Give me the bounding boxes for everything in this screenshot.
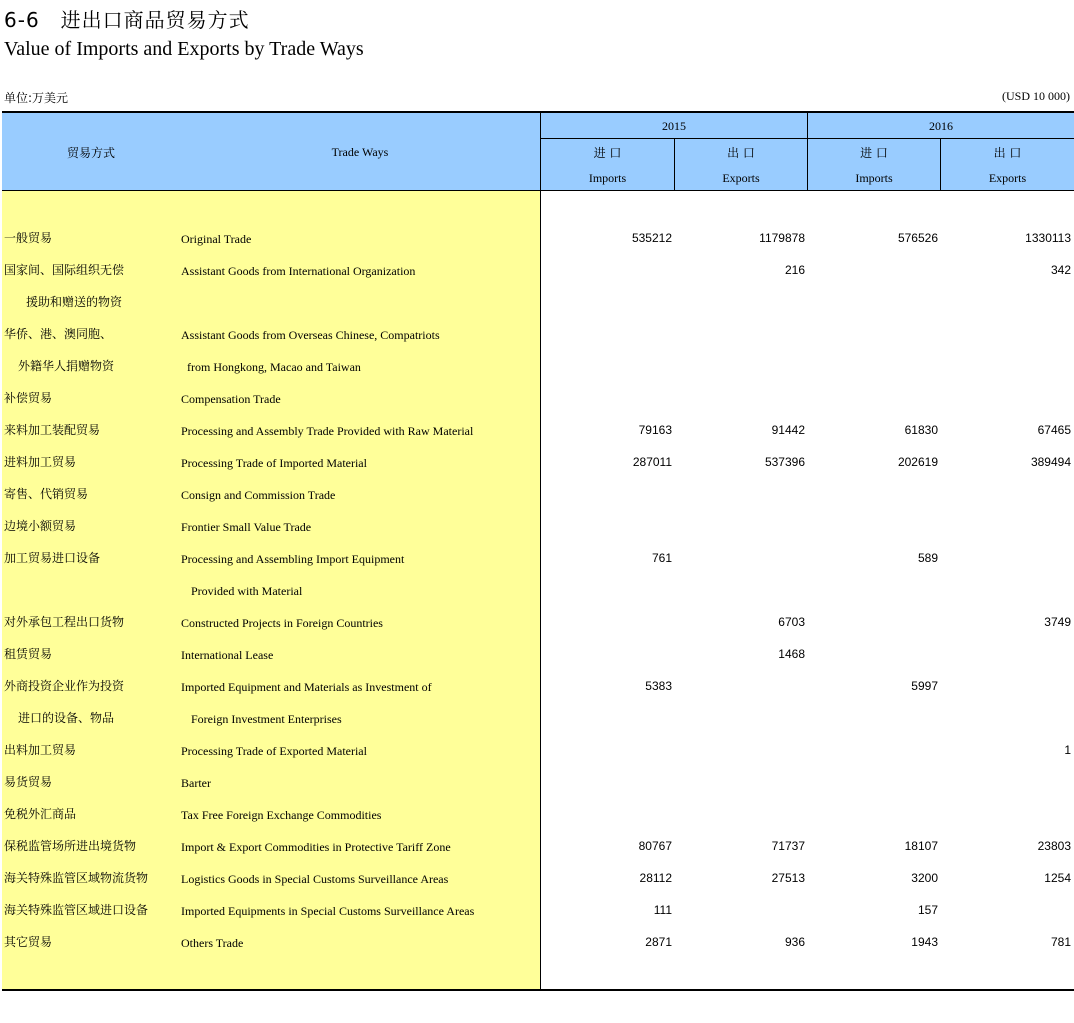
table-row [0, 807, 1074, 839]
value-2015-exports: 91442 [771, 423, 805, 437]
table-row [0, 839, 1074, 871]
row-label-en: Compensation Trade [181, 392, 281, 406]
value-2015-imports: 287011 [632, 455, 672, 469]
row-label-en: International Lease [181, 648, 274, 662]
value-2016-exports: 1330113 [1025, 231, 1071, 245]
row-label-cn: 出料加工贸易 [4, 743, 77, 757]
table-row [0, 615, 1074, 647]
table-row [0, 327, 1074, 359]
row-label-en: Import & Export Commodities in Protective Tariff Zone [181, 840, 451, 854]
row-label-en: Frontier Small Value Trade [181, 520, 312, 534]
table-row [0, 551, 1074, 583]
value-2015-exports: 1179878 [759, 231, 805, 245]
header-imports-cn-2016: 进 口 [860, 146, 888, 160]
value-2015-imports: 535212 [631, 231, 672, 245]
header-year-2015: 2015 [662, 119, 686, 133]
value-2015-exports: 216 [784, 263, 805, 277]
value-2015-imports: 28112 [639, 871, 672, 885]
row-label-en: Processing and Assembly Trade Provided with Raw Material [181, 424, 474, 438]
value-2016-imports: 157 [917, 903, 938, 917]
table-row [0, 263, 1074, 295]
row-label-cn: 边境小额贸易 [4, 519, 77, 533]
header-imports-en-2016: Imports [855, 171, 893, 185]
value-2015-exports: 6703 [778, 615, 805, 629]
value-2016-imports: 18107 [904, 839, 938, 853]
value-2016-exports: 23803 [1037, 839, 1071, 853]
row-label-en: Constructed Projects in Foreign Countries [181, 616, 383, 630]
row-label-en: Assistant Goods from International Organization [181, 264, 416, 278]
value-2015-exports: 27513 [771, 871, 805, 885]
value-2016-imports: 1943 [911, 935, 938, 949]
row-label-cn: 进口的设备、物品 [18, 711, 115, 725]
table-row [0, 455, 1074, 487]
row-label-en: Tax Free Foreign Exchange Commodities [181, 808, 382, 822]
table-row [0, 295, 1074, 327]
row-label-cn: 海关特殊监管区域进口设备 [4, 903, 149, 917]
row-label-en: Processing Trade of Exported Material [181, 744, 367, 758]
page-title-en: Value of Imports and Exports by Trade Ways [4, 38, 364, 60]
header-exports-en-2016: Exports [988, 171, 1027, 185]
row-label-cn: 易货贸易 [4, 775, 53, 789]
unit-label-en: (USD 10 000) [1002, 89, 1070, 103]
value-2015-imports: 111 [653, 903, 672, 917]
value-2016-exports: 3749 [1044, 615, 1071, 629]
row-label-en: Original Trade [181, 232, 252, 246]
row-label-cn: 免税外汇商品 [4, 807, 77, 821]
unit-label-cn: 单位:万美元 [4, 91, 69, 105]
value-2015-imports: 2871 [645, 935, 672, 949]
table-row [0, 231, 1074, 263]
row-label-cn: 进料加工贸易 [4, 455, 77, 469]
value-2016-exports: 67465 [1037, 423, 1071, 437]
value-2016-imports: 576526 [897, 231, 938, 245]
header-trade-ways-en: Trade Ways [331, 145, 389, 159]
page-title-cn: 6-6 进出口商品贸易方式 [4, 8, 250, 32]
row-label-cn: 外籍华人捐赠物资 [18, 359, 115, 373]
row-label-en: Consign and Commission Trade [181, 488, 336, 502]
row-label-cn: 对外承包工程出口货物 [4, 615, 125, 629]
header-imports-cn-2015: 进 口 [593, 146, 622, 160]
header-year-2016: 2016 [929, 119, 953, 133]
table-bottom-rule [2, 989, 1074, 991]
value-2015-imports: 79163 [638, 423, 672, 437]
table-row [0, 679, 1074, 711]
value-2016-imports: 589 [917, 551, 938, 565]
row-label-en: Barter [181, 776, 211, 790]
row-label-cn: 外商投资企业作为投资 [4, 679, 125, 693]
value-2016-imports: 61830 [904, 423, 938, 437]
table-row [0, 871, 1074, 903]
table-row [0, 647, 1074, 679]
table-row [0, 743, 1074, 775]
table-row [0, 935, 1074, 967]
row-label-en: Provided with Material [191, 584, 303, 598]
row-label-cn: 寄售、代销贸易 [4, 487, 89, 501]
value-2016-exports: 1 [1064, 743, 1071, 757]
header-imports-en-2015: Imports [588, 171, 627, 185]
header-exports-cn-2016: 出 口 [993, 146, 1022, 160]
row-label-cn: 海关特殊监管区域物流货物 [4, 871, 149, 885]
header-trade-ways-cn: 贸易方式 [66, 146, 115, 160]
table-row [0, 519, 1074, 551]
row-label-en: from Hongkong, Macao and Taiwan [187, 360, 361, 374]
table-row [0, 583, 1074, 615]
table-row [0, 775, 1074, 807]
table-row [0, 391, 1074, 423]
row-label-cn: 国家间、国际组织无偿 [4, 263, 125, 277]
table-header [2, 113, 1074, 191]
table-row [0, 903, 1074, 935]
value-2016-imports: 5997 [911, 679, 938, 693]
row-label-en: Logistics Goods in Special Customs Surveillance Areas [181, 872, 449, 886]
value-2015-imports: 80767 [638, 839, 672, 853]
row-label-cn: 其它贸易 [4, 935, 53, 949]
value-2016-exports: 1254 [1044, 871, 1071, 885]
value-2016-exports: 389494 [1030, 455, 1071, 469]
header-subrule [541, 138, 1074, 139]
row-label-cn: 援助和赠送的物资 [26, 295, 123, 309]
row-label-cn: 华侨、港、澳同胞、 [4, 327, 113, 341]
row-label-en: Others Trade [181, 936, 244, 950]
row-label-cn: 来料加工装配贸易 [4, 423, 101, 437]
value-2016-exports: 342 [1050, 263, 1071, 277]
table-row [0, 487, 1074, 519]
value-2015-imports: 5383 [645, 679, 672, 693]
header-exports-en-2015: Exports [722, 171, 760, 185]
row-label-en: Foreign Investment Enterprises [191, 712, 342, 726]
row-label-cn: 一般贸易 [4, 231, 53, 245]
value-2016-imports: 202619 [897, 455, 938, 469]
header-exports-cn-2015: 出 口 [727, 146, 755, 160]
row-label-en: Processing Trade of Imported Material [181, 456, 367, 470]
table-row [0, 359, 1074, 391]
table-row [0, 423, 1074, 455]
row-label-en: Imported Equipments in Special Customs Surveillance Areas [181, 904, 475, 918]
row-label-cn: 补偿贸易 [4, 391, 53, 405]
value-2016-exports: 781 [1050, 935, 1071, 949]
value-2015-exports: 936 [784, 935, 805, 949]
value-2016-imports: 3200 [911, 871, 938, 885]
row-label-en: Assistant Goods from Overseas Chinese, Compatriots [181, 328, 440, 342]
value-2015-exports: 71737 [771, 839, 805, 853]
value-2015-exports: 1468 [778, 647, 805, 661]
row-label-cn: 保税监管场所进出境货物 [4, 839, 137, 853]
row-label-en: Imported Equipment and Materials as Investment of [181, 680, 432, 694]
row-label-en: Processing and Assembling Import Equipment [181, 552, 405, 566]
row-label-cn: 加工贸易进口设备 [4, 551, 101, 565]
row-label-cn: 租赁贸易 [4, 647, 53, 661]
value-2015-imports: 761 [651, 551, 672, 565]
value-2015-exports: 537396 [764, 455, 805, 469]
table-row [0, 711, 1074, 743]
